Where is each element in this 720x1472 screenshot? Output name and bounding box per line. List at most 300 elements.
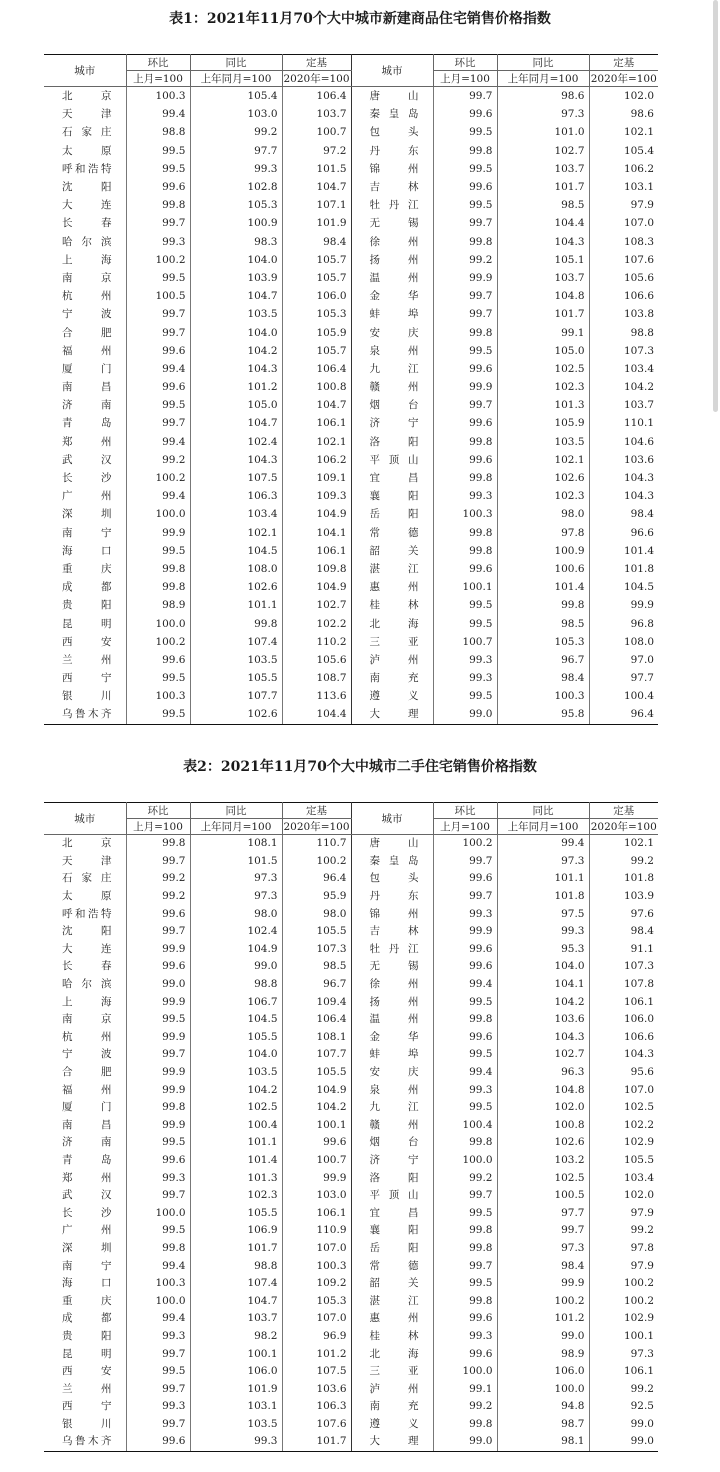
yoy-value: 101.2 — [497, 1310, 589, 1328]
mom-value: 100.3 — [126, 1275, 190, 1293]
table-row — [44, 614, 658, 632]
base-value: 104.6 — [623, 435, 654, 448]
yoy-value: 98.9 — [497, 1345, 589, 1363]
city-name: 广州 — [44, 1222, 126, 1240]
mom-value: 99.7 — [126, 1345, 190, 1363]
base-value: 100.8 — [282, 378, 351, 396]
header-base-sub: 2020年=100 — [282, 71, 351, 87]
city-name: 宜昌 — [351, 469, 433, 487]
mom-value: 99.6 — [126, 378, 190, 396]
table-row — [44, 1310, 658, 1328]
yoy-value: 104.7 — [190, 1292, 282, 1310]
base-value: 102.5 — [623, 1101, 654, 1114]
base-value: 91.1 — [630, 942, 654, 955]
base-value: 102.0 — [623, 1189, 654, 1202]
mom-value: 99.5 — [433, 160, 497, 178]
header-base: 定基 — [282, 55, 351, 71]
city-name: 青岛 — [44, 1152, 126, 1170]
mom-value: 99.3 — [433, 905, 497, 923]
mom-value: 99.2 — [433, 251, 497, 269]
base-value: 100.2 — [623, 1294, 654, 1307]
city-name: 泉州 — [351, 1081, 433, 1099]
base-value: 113.6 — [282, 687, 351, 705]
yoy-value: 101.2 — [190, 378, 282, 396]
yoy-value: 105.3 — [190, 196, 282, 214]
table-row — [44, 1134, 658, 1152]
yoy-value: 102.3 — [497, 487, 589, 505]
city-name: 海口 — [44, 542, 126, 560]
mom-value: 99.6 — [433, 1310, 497, 1328]
yoy-value: 98.0 — [497, 505, 589, 523]
table-row — [44, 1169, 658, 1187]
yoy-value: 99.1 — [497, 323, 589, 341]
mom-value: 99.7 — [433, 853, 497, 871]
mom-value: 99.5 — [433, 1204, 497, 1222]
yoy-value: 98.4 — [497, 669, 589, 687]
table-row — [44, 1345, 658, 1363]
table-row — [44, 524, 658, 542]
city-name: 韶关 — [351, 542, 433, 560]
base-value: 99.9 — [630, 599, 654, 612]
yoy-value: 98.8 — [190, 1257, 282, 1275]
city-name: 南充 — [351, 1398, 433, 1416]
base-value: 107.0 — [623, 217, 654, 230]
city-name: 秦皇岛 — [351, 105, 433, 123]
city-name: 蚌埠 — [351, 1046, 433, 1064]
yoy-value: 102.6 — [497, 469, 589, 487]
yoy-value: 101.3 — [190, 1169, 282, 1187]
base-value: 104.3 — [623, 472, 654, 485]
mom-value: 99.5 — [433, 596, 497, 614]
base-value: 100.2 — [282, 853, 351, 871]
yoy-value: 103.7 — [497, 160, 589, 178]
city-name: 泉州 — [351, 342, 433, 360]
city-name: 深圳 — [44, 1240, 126, 1258]
city-name: 徐州 — [351, 976, 433, 994]
base-value: 106.1 — [282, 1204, 351, 1222]
table-row — [44, 196, 658, 214]
city-name: 包头 — [351, 123, 433, 141]
yoy-value: 104.3 — [190, 360, 282, 378]
base-value: 96.4 — [589, 705, 658, 724]
mom-value: 99.6 — [433, 1029, 497, 1047]
base-value: 99.0 — [630, 1417, 654, 1430]
base-value: 106.1 — [282, 414, 351, 432]
yoy-value: 102.8 — [190, 178, 282, 196]
yoy-value: 104.0 — [190, 251, 282, 269]
mom-value: 99.8 — [433, 524, 497, 542]
city-name: 洛阳 — [351, 1169, 433, 1187]
city-name: 郑州 — [44, 1169, 126, 1187]
city-name: 湛江 — [351, 1292, 433, 1310]
city-name: 西宁 — [44, 669, 126, 687]
city-name: 湛江 — [351, 560, 433, 578]
mom-value: 99.7 — [433, 396, 497, 414]
base-value: 110.9 — [282, 1222, 351, 1240]
mom-value: 99.7 — [126, 305, 190, 323]
base-value: 100.2 — [623, 1277, 654, 1290]
table1-title: 表1：2021年11月70个大中城市新建商品住宅销售价格指数 — [169, 11, 551, 27]
mom-value: 99.9 — [126, 1064, 190, 1082]
table-row — [44, 487, 658, 505]
base-value: 109.3 — [282, 487, 351, 505]
yoy-value: 105.0 — [497, 342, 589, 360]
mom-value: 99.5 — [126, 542, 190, 560]
table-row — [44, 269, 658, 287]
mom-value: 99.6 — [126, 342, 190, 360]
mom-value: 99.6 — [433, 958, 497, 976]
base-value: 101.8 — [623, 562, 654, 575]
base-value: 95.9 — [282, 888, 351, 906]
mom-value: 99.6 — [433, 414, 497, 432]
mom-value: 100.3 — [433, 505, 497, 523]
header-base-sub: 2020年=100 — [589, 71, 658, 87]
yoy-value: 102.6 — [497, 1134, 589, 1152]
yoy-value: 104.1 — [497, 976, 589, 994]
city-name: 沈阳 — [44, 923, 126, 941]
mom-value: 99.5 — [126, 269, 190, 287]
table-row — [44, 378, 658, 396]
yoy-value: 104.0 — [497, 958, 589, 976]
yoy-value: 99.3 — [497, 923, 589, 941]
yoy-value: 98.8 — [190, 976, 282, 994]
yoy-value: 97.8 — [497, 524, 589, 542]
header-city: 城市 — [44, 803, 126, 835]
mom-value: 99.5 — [433, 196, 497, 214]
yoy-value: 103.5 — [497, 433, 589, 451]
mom-value: 99.5 — [126, 1011, 190, 1029]
mom-value: 99.7 — [433, 287, 497, 305]
header-city: 城市 — [351, 803, 433, 835]
table-row — [44, 287, 658, 305]
table1 — [44, 54, 658, 725]
table-row — [44, 1117, 658, 1135]
city-name: 锦州 — [351, 905, 433, 923]
city-name: 扬州 — [351, 251, 433, 269]
yoy-value: 104.4 — [497, 214, 589, 232]
yoy-value: 99.0 — [190, 958, 282, 976]
mom-value: 99.8 — [433, 469, 497, 487]
base-value: 105.5 — [282, 923, 351, 941]
city-name: 济南 — [44, 396, 126, 414]
table-row — [44, 1187, 658, 1205]
yoy-value: 102.1 — [497, 451, 589, 469]
yoy-value: 105.0 — [190, 396, 282, 414]
base-value: 107.3 — [623, 344, 654, 357]
mom-value: 99.8 — [126, 196, 190, 214]
city-name: 吉林 — [351, 178, 433, 196]
city-name: 惠州 — [351, 1310, 433, 1328]
mom-value: 99.6 — [433, 105, 497, 123]
table-row — [44, 578, 658, 596]
mom-value: 99.7 — [126, 853, 190, 871]
city-name: 上海 — [44, 993, 126, 1011]
base-value: 107.3 — [623, 960, 654, 973]
yoy-value: 104.2 — [497, 993, 589, 1011]
mom-value: 99.3 — [126, 1169, 190, 1187]
header-city: 城市 — [351, 55, 433, 87]
yoy-value: 98.7 — [497, 1416, 589, 1434]
yoy-value: 101.7 — [497, 305, 589, 323]
city-name: 贵阳 — [44, 1328, 126, 1346]
city-name: 大理 — [351, 705, 433, 724]
header-mom: 环比 — [433, 803, 497, 819]
table-row — [44, 451, 658, 469]
yoy-value: 106.3 — [190, 487, 282, 505]
base-value: 106.1 — [623, 1365, 654, 1378]
yoy-value: 107.5 — [190, 469, 282, 487]
table-row — [44, 1222, 658, 1240]
base-value: 107.7 — [282, 1046, 351, 1064]
header-yoy: 同比 — [190, 803, 282, 819]
mom-value: 100.2 — [126, 633, 190, 651]
table-row — [44, 160, 658, 178]
city-name: 三亚 — [351, 1363, 433, 1381]
city-name: 泸州 — [351, 1380, 433, 1398]
yoy-value: 99.8 — [497, 596, 589, 614]
mom-value: 99.3 — [126, 1398, 190, 1416]
base-value: 99.2 — [630, 1382, 654, 1395]
city-name: 吉林 — [351, 923, 433, 941]
yoy-value: 98.2 — [190, 1328, 282, 1346]
city-name: 常德 — [351, 524, 433, 542]
yoy-value: 107.4 — [190, 633, 282, 651]
mom-value: 99.7 — [126, 1416, 190, 1434]
city-name: 青岛 — [44, 414, 126, 432]
yoy-value: 105.1 — [497, 251, 589, 269]
yoy-value: 102.3 — [190, 1187, 282, 1205]
base-value: 108.7 — [282, 669, 351, 687]
mom-value: 99.8 — [433, 1134, 497, 1152]
mom-value: 99.2 — [433, 1398, 497, 1416]
yoy-value: 95.3 — [497, 941, 589, 959]
mom-value: 99.6 — [126, 178, 190, 196]
yoy-value: 105.5 — [190, 1029, 282, 1047]
base-value: 96.9 — [282, 1328, 351, 1346]
table-row — [44, 142, 658, 160]
table-row — [44, 1152, 658, 1170]
base-value: 110.2 — [282, 633, 351, 651]
scrollbar[interactable] — [713, 0, 718, 412]
base-value: 107.5 — [282, 1363, 351, 1381]
city-name: 西安 — [44, 1363, 126, 1381]
base-value: 97.9 — [630, 1259, 654, 1272]
city-name: 包头 — [351, 870, 433, 888]
mom-value: 99.6 — [126, 958, 190, 976]
yoy-value: 104.8 — [497, 287, 589, 305]
yoy-value: 98.5 — [497, 196, 589, 214]
yoy-value: 97.3 — [190, 870, 282, 888]
mom-value: 99.9 — [126, 993, 190, 1011]
base-value: 105.5 — [282, 1064, 351, 1082]
yoy-value: 99.3 — [190, 1433, 282, 1451]
yoy-value: 103.6 — [497, 1011, 589, 1029]
mom-value: 99.0 — [433, 705, 497, 724]
table-row — [44, 976, 658, 994]
mom-value: 99.9 — [126, 941, 190, 959]
mom-value: 99.5 — [126, 1134, 190, 1152]
mom-value: 99.6 — [126, 1433, 190, 1451]
mom-value: 99.8 — [433, 542, 497, 560]
yoy-value: 101.7 — [190, 1240, 282, 1258]
base-value: 104.5 — [623, 581, 654, 594]
mom-value: 100.0 — [433, 1363, 497, 1381]
yoy-value: 101.8 — [497, 888, 589, 906]
mom-value: 99.5 — [433, 1099, 497, 1117]
yoy-value: 104.7 — [190, 287, 282, 305]
yoy-value: 104.9 — [190, 941, 282, 959]
city-name: 锦州 — [351, 160, 433, 178]
table-row — [44, 1328, 658, 1346]
yoy-value: 101.3 — [497, 396, 589, 414]
table-row — [44, 87, 658, 106]
yoy-value: 98.5 — [497, 614, 589, 632]
city-name: 桂林 — [351, 1328, 433, 1346]
base-value: 103.0 — [282, 1187, 351, 1205]
city-name: 太原 — [44, 142, 126, 160]
mom-value: 99.5 — [433, 1275, 497, 1293]
city-name: 金华 — [351, 287, 433, 305]
base-value: 99.2 — [630, 1224, 654, 1237]
city-name: 宜昌 — [351, 1204, 433, 1222]
base-value: 98.4 — [630, 508, 654, 521]
table-row — [44, 705, 658, 724]
base-value: 103.7 — [282, 105, 351, 123]
mom-value: 99.5 — [126, 1222, 190, 1240]
city-name: 郑州 — [44, 433, 126, 451]
header-base: 定基 — [589, 55, 658, 71]
mom-value: 100.0 — [126, 614, 190, 632]
header-mom: 环比 — [126, 803, 190, 819]
table-row — [44, 1011, 658, 1029]
mom-value: 99.6 — [433, 178, 497, 196]
city-name: 温州 — [351, 1011, 433, 1029]
base-value: 104.7 — [282, 178, 351, 196]
base-value: 107.1 — [282, 196, 351, 214]
city-name: 石家庄 — [44, 870, 126, 888]
mom-value: 100.7 — [433, 633, 497, 651]
mom-value: 99.7 — [126, 214, 190, 232]
yoy-value: 104.5 — [190, 542, 282, 560]
yoy-value: 101.7 — [497, 178, 589, 196]
city-name: 银川 — [44, 687, 126, 705]
city-name: 长春 — [44, 958, 126, 976]
city-name: 海口 — [44, 1275, 126, 1293]
yoy-value: 101.0 — [497, 123, 589, 141]
base-value: 97.0 — [630, 653, 654, 666]
yoy-value: 104.7 — [190, 414, 282, 432]
city-name: 大理 — [351, 1433, 433, 1451]
mom-value: 99.0 — [126, 976, 190, 994]
city-name: 重庆 — [44, 560, 126, 578]
mom-value: 99.8 — [433, 1416, 497, 1434]
yoy-value: 103.7 — [497, 269, 589, 287]
mom-value: 100.0 — [126, 1204, 190, 1222]
yoy-value: 105.3 — [497, 633, 589, 651]
city-name: 济南 — [44, 1134, 126, 1152]
yoy-value: 96.7 — [497, 651, 589, 669]
mom-value: 99.4 — [126, 360, 190, 378]
mom-value: 99.6 — [433, 1345, 497, 1363]
yoy-value: 107.4 — [190, 1275, 282, 1293]
table-row — [44, 1292, 658, 1310]
mom-value: 99.5 — [433, 1046, 497, 1064]
yoy-value: 99.9 — [497, 1275, 589, 1293]
city-name: 长沙 — [44, 1204, 126, 1222]
city-name: 丹东 — [351, 888, 433, 906]
mom-value: 99.6 — [433, 360, 497, 378]
header-mom-sub: 上月=100 — [126, 71, 190, 87]
yoy-value: 100.4 — [190, 1117, 282, 1135]
base-value: 108.1 — [282, 1029, 351, 1047]
mom-value: 100.4 — [433, 1117, 497, 1135]
city-name: 唐山 — [351, 835, 433, 853]
city-name: 南充 — [351, 669, 433, 687]
mom-value: 99.7 — [126, 1046, 190, 1064]
mom-value: 99.6 — [433, 941, 497, 959]
city-name: 天津 — [44, 853, 126, 871]
base-value: 101.4 — [623, 544, 654, 557]
city-name: 遵义 — [351, 687, 433, 705]
base-value: 98.0 — [282, 905, 351, 923]
yoy-value: 103.7 — [190, 1310, 282, 1328]
mom-value: 99.2 — [126, 870, 190, 888]
table-row — [44, 414, 658, 432]
header-yoy: 同比 — [497, 803, 589, 819]
city-name: 成都 — [44, 578, 126, 596]
yoy-value: 95.8 — [497, 705, 589, 724]
table1-grid — [44, 54, 658, 725]
header-base-sub: 2020年=100 — [589, 819, 658, 835]
mom-value: 99.5 — [126, 705, 190, 724]
mom-value: 99.9 — [126, 1081, 190, 1099]
mom-value: 99.8 — [433, 433, 497, 451]
table-row — [44, 1380, 658, 1398]
city-name: 西宁 — [44, 1398, 126, 1416]
table-row — [44, 233, 658, 251]
mom-value: 99.4 — [126, 1257, 190, 1275]
yoy-value: 99.8 — [190, 614, 282, 632]
mom-value: 99.6 — [126, 1152, 190, 1170]
city-name: 大连 — [44, 196, 126, 214]
mom-value: 99.8 — [433, 1222, 497, 1240]
mom-value: 99.8 — [433, 142, 497, 160]
city-name: 太原 — [44, 888, 126, 906]
table-row — [44, 870, 658, 888]
mom-value: 99.9 — [433, 378, 497, 396]
table-row — [44, 251, 658, 269]
city-name: 长沙 — [44, 469, 126, 487]
yoy-value: 104.8 — [497, 1081, 589, 1099]
table-row — [44, 542, 658, 560]
base-value: 110.1 — [623, 417, 654, 430]
header-yoy-sub: 上年同月=100 — [497, 71, 589, 87]
yoy-value: 108.0 — [190, 560, 282, 578]
mom-value: 99.3 — [433, 669, 497, 687]
yoy-value: 98.4 — [497, 1257, 589, 1275]
table1-body — [44, 87, 658, 725]
city-name: 惠州 — [351, 578, 433, 596]
yoy-value: 100.9 — [190, 214, 282, 232]
yoy-value: 103.5 — [190, 1064, 282, 1082]
mom-value: 99.5 — [433, 342, 497, 360]
table-row — [44, 1416, 658, 1434]
yoy-value: 103.4 — [190, 505, 282, 523]
city-name: 牡丹江 — [351, 941, 433, 959]
table-row — [44, 1204, 658, 1222]
mom-value: 99.8 — [126, 835, 190, 853]
yoy-value: 97.7 — [497, 1204, 589, 1222]
